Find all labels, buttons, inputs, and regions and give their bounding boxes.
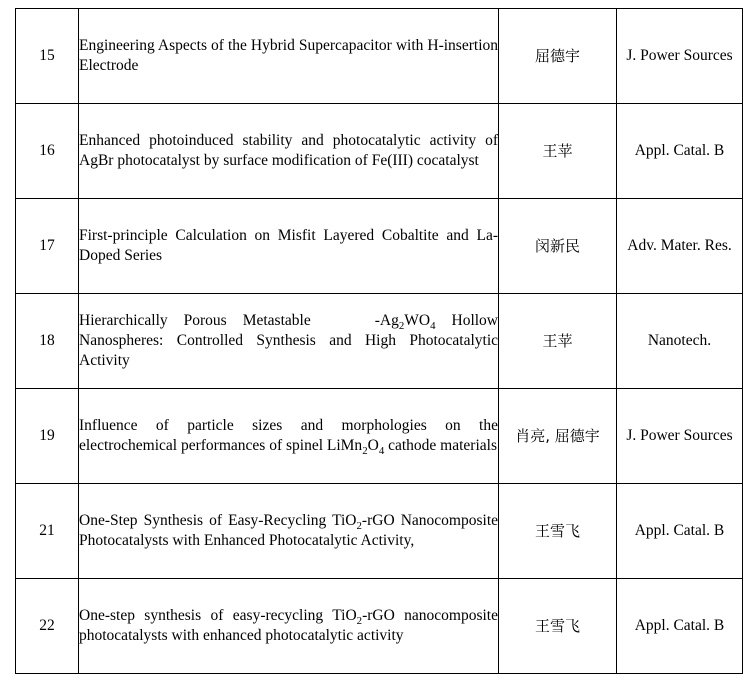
journal-name: J. Power Sources [617,389,743,484]
author-name: 王雪飞 [499,579,617,674]
paper-title: Enhanced photoinduced stability and photocatalytic activity of AgBr photocatalyst by surface modification of Fe(III) cocatalyst [79,104,499,199]
table-row [16,484,743,579]
paper-title: Engineering Aspects of the Hybrid Supercapacitor with H-insertion Electrode [79,9,499,104]
author-name: 王苹 [499,294,617,389]
paper-title: Hierarchically Porous Metastable $-Ag_2WO_4$ Hollow Nanospheres: Controlled Synthesis and High Photocatalytic Activity [79,294,499,389]
journal-name: Nanotech. [617,294,743,389]
journal-name: Appl. Catal. B [617,104,743,199]
row-number: 18 [16,294,79,389]
paper-title: One-step synthesis of easy-recycling TiO$_2$-rGO nanocomposite photocatalysts with enhanced photocatalytic activity [79,579,499,674]
table-row [16,579,743,674]
paper-title: One-Step Synthesis of Easy-Recycling TiO$_2$-rGO Nanocomposite Photocatalysts with Enhanced Photocatalytic Activity, [79,484,499,579]
journal-name: Appl. Catal. B [617,484,743,579]
row-number: 22 [16,579,79,674]
table-row [16,199,743,294]
paper-title: First-principle Calculation on Misfit Layered Cobaltite and La-Doped Series [79,199,499,294]
row-number: 15 [16,9,79,104]
table-row [16,104,743,199]
paper-title: Influence of particle sizes and morphologies on the electrochemical performances of spinel $LiMn_2O_4$ cathode materials [79,389,499,484]
table-row [16,389,743,484]
author-name: 王雪飞 [499,484,617,579]
journal-name: Appl. Catal. B [617,579,743,674]
author-name: 肖亮, 屈德宇 [499,389,617,484]
row-number: 17 [16,199,79,294]
table-row [16,9,743,104]
row-number: 21 [16,484,79,579]
journal-name: Adv. Mater. Res. [617,199,743,294]
author-name: 闵新民 [499,199,617,294]
publications-table [15,8,743,674]
journal-name: J. Power Sources [617,9,743,104]
row-number: 19 [16,389,79,484]
author-name: 王苹 [499,104,617,199]
table-row [16,294,743,389]
author-name: 屈德宇 [499,9,617,104]
row-number: 16 [16,104,79,199]
